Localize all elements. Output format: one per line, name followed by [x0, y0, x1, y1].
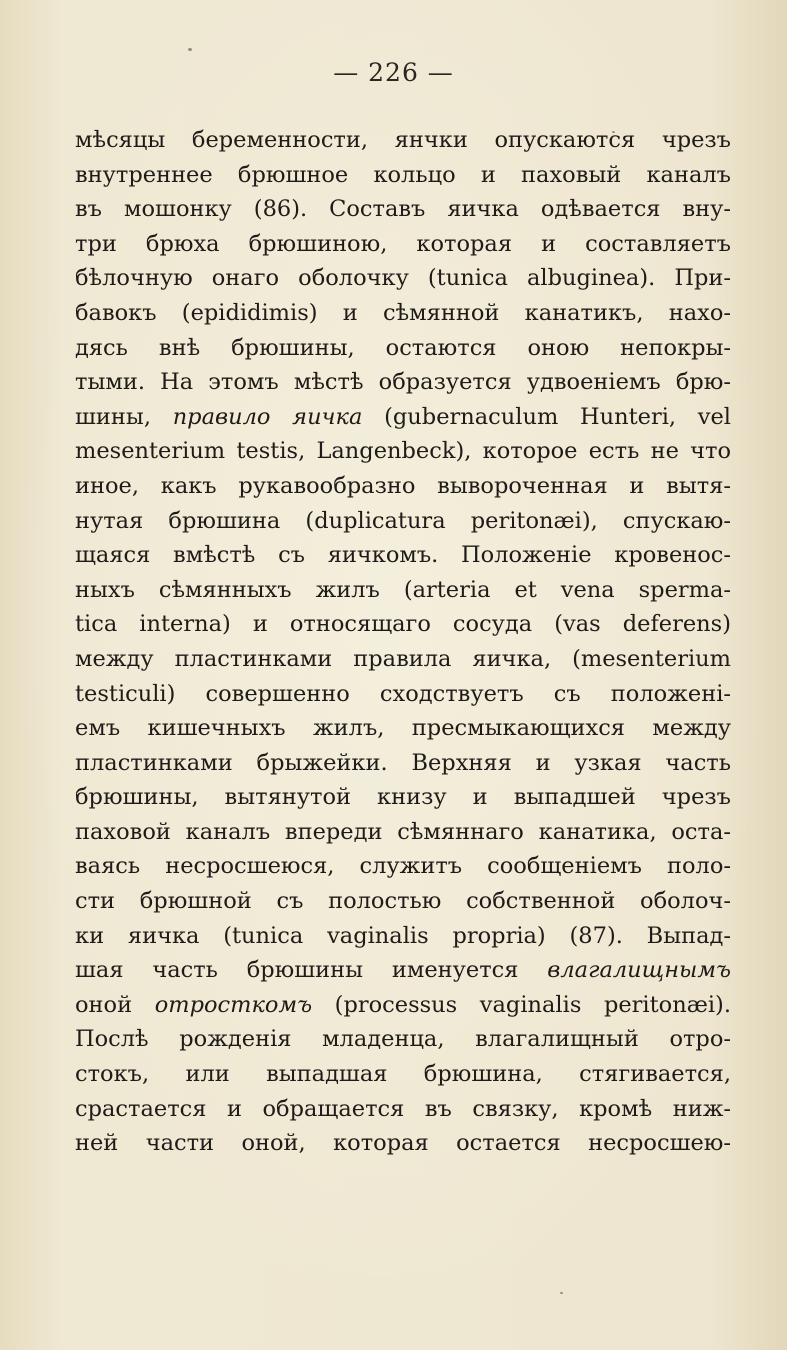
text-segment: стокъ, или выпадшая брюшина, стягивается, — [75, 1061, 731, 1088]
text-segment: tica interna) и относящаго сосуда (vas deferens) — [75, 611, 731, 638]
italic-term: отросткомъ — [154, 991, 313, 1018]
paper-speck — [188, 48, 192, 51]
text-segment: шины, — [75, 403, 173, 430]
text-line — [75, 538, 731, 573]
text-segment: шая часть брюшины именуется — [75, 957, 548, 984]
text-line — [75, 434, 731, 469]
text-segment: щаяся вмѣстѣ съ яичкомъ. Положеніе кровенос- — [75, 542, 731, 569]
text-segment: ней части оной, которая остается несросшею- — [75, 1130, 731, 1157]
text-segment: нутая брюшина (duplicatura peritonæi), спускаю- — [75, 507, 731, 534]
text-line — [75, 988, 731, 1023]
text-segment: между пластинками правила яичка, (mesenterium — [75, 645, 731, 672]
text-line — [75, 573, 731, 608]
text-segment: паховой каналъ впереди сѣмяннаго канатика, оста- — [75, 818, 731, 845]
text-line — [75, 919, 731, 954]
text-segment: бѣлочную онаго оболочку (tunica albuginea). При- — [75, 265, 731, 292]
text-segment: mesenterium testis, Langenbeck), которое есть не что — [75, 438, 731, 465]
text-line — [75, 642, 731, 677]
text-line — [75, 227, 731, 262]
text-line — [75, 1022, 731, 1057]
text-segment: дясь внѣ брюшины, остаются оною непокры- — [75, 334, 731, 361]
text-segment: срастается и обращается въ связку, кромѣ ниж- — [75, 1095, 731, 1122]
text-segment: брюшины, вытянутой книзу и выпадшей чрезъ — [75, 784, 731, 811]
text-line — [75, 607, 731, 642]
text-line — [75, 296, 731, 331]
text-line — [75, 815, 731, 850]
text-line — [75, 261, 731, 296]
text-segment: бавокъ (epididimis) и сѣмянной канатикъ, нахо- — [75, 299, 731, 326]
text-line — [75, 123, 731, 158]
text-segment: емъ кишечныхъ жилъ, пресмыкающихся между — [75, 715, 731, 742]
text-segment: иное, какъ рукавообразно вывороченная и вытя- — [75, 472, 731, 499]
text-line — [75, 331, 731, 366]
text-segment: (gubernaculum Hunteri, vel — [362, 403, 731, 430]
text-segment: оной — [75, 991, 155, 1018]
body-text — [75, 123, 731, 1161]
text-line — [75, 711, 731, 746]
text-line — [75, 677, 731, 712]
text-line — [75, 884, 731, 919]
italic-term: влагалищнымъ — [547, 957, 731, 984]
text-line — [75, 192, 731, 227]
text-segment: внутреннее брюшное кольцо и паховый каналъ — [75, 161, 731, 188]
text-line — [75, 365, 731, 400]
text-segment: ныхъ сѣмянныхъ жилъ (arteria et vena sperma- — [75, 576, 731, 603]
text-line — [75, 780, 731, 815]
text-segment: (processus vaginalis peritonæi). — [312, 991, 731, 1018]
italic-term: правило яичка — [172, 403, 363, 430]
text-line — [75, 1057, 731, 1092]
text-line — [75, 849, 731, 884]
text-segment: ки яичка (tunica vaginalis propria) (87). Выпад- — [75, 922, 731, 949]
text-segment: въ мошонку (86). Составъ яичка одѣвается вну- — [75, 196, 731, 223]
text-line — [75, 1126, 731, 1161]
paper-speck — [560, 1292, 563, 1294]
text-segment: три брюха брюшиною, которая и составляетъ — [75, 230, 731, 257]
text-line — [75, 953, 731, 988]
text-segment: тыми. На этомъ мѣстѣ образуется удвоеніемъ брю- — [75, 369, 731, 396]
text-line — [75, 746, 731, 781]
text-segment: сти брюшной съ полостью собственной оболоч- — [75, 888, 731, 915]
text-segment: пластинками брыжейки. Верхняя и узкая часть — [75, 749, 731, 776]
text-line — [75, 469, 731, 504]
text-segment: мѣсяцы беременности, янчки опускаются чрезъ — [75, 127, 731, 153]
text-segment: ваясь несросшеюся, служитъ сообщеніемъ поло- — [75, 853, 731, 880]
text-segment: testiculi) совершенно сходствуетъ съ положені- — [75, 680, 731, 707]
text-line — [75, 504, 731, 539]
text-line — [75, 158, 731, 193]
text-line — [75, 400, 731, 435]
page-number: — 226 — — [333, 58, 454, 87]
text-segment: Послѣ рожденія младенца, влагалищный отро- — [75, 1026, 731, 1053]
text-line — [75, 1092, 731, 1127]
